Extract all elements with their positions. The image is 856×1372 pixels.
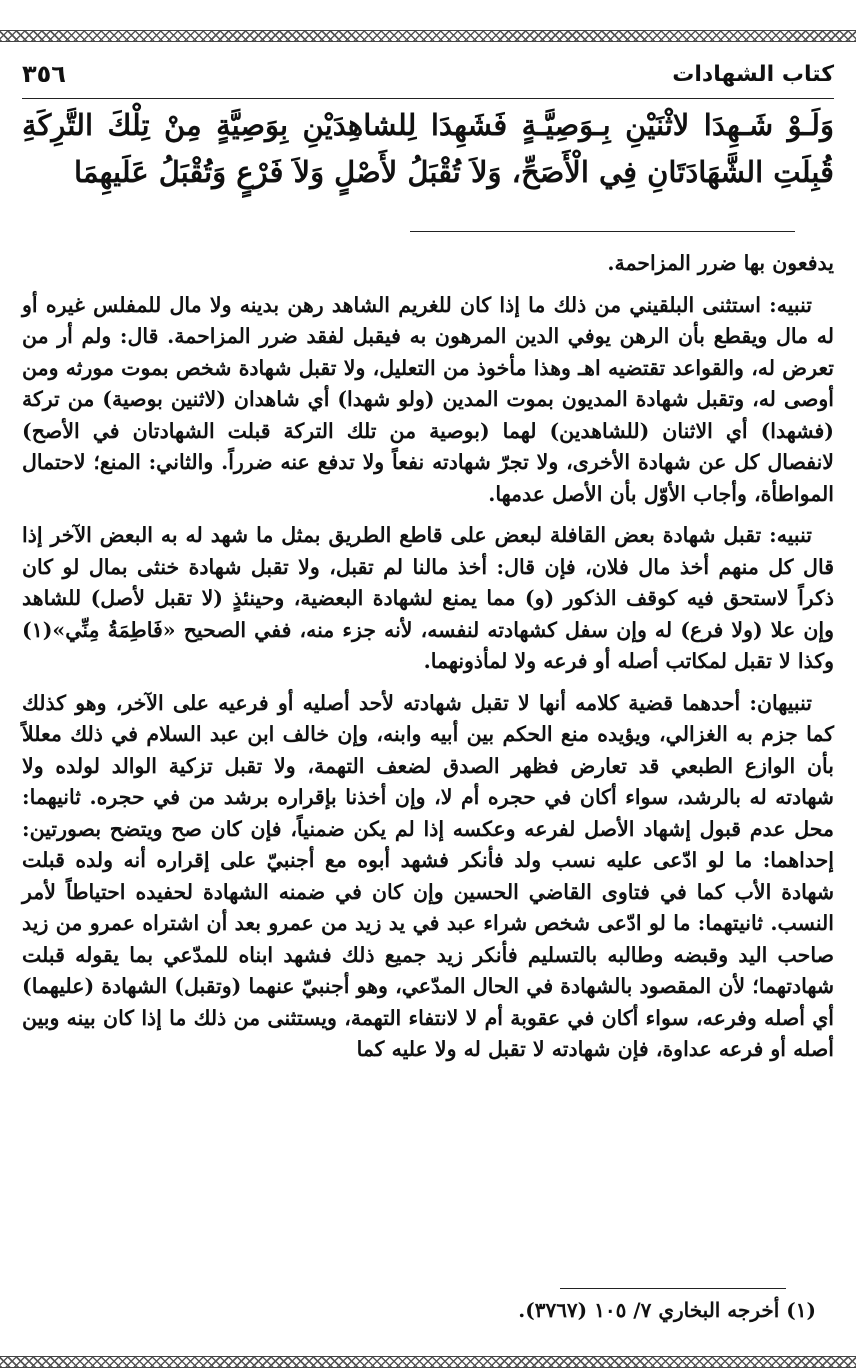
- commentary-body: [22, 248, 834, 1076]
- paragraph: تنبيهان: أحدهما قضية كلامه أنها لا تقبل شهادته لأحد أصليه أو فرعيه على الآخر، وهو كذلك كما جزم به الغزالي، ويؤيده منع الحكم بين أبيه وابنه، وإن خالف ابن عبد السلام في ذلك معللاً بأن الوازع الطبعي قد تعارض فظهر الصدق لضعف التهمة، ولا تقبل تزكية الوالد لولده ولا شهادته له بالرشد، سواء أكان في حجره أم لا، وإن أخذنا بإقراره برشد من في حجره. ثانيهما: محل عدم قبول إشهاد الأصل لفرعه وعكسه إذا لم يكن ضمنياً، فإن كان صح ويتضح بصورتين: إحداهما: ما لو ادّعى عليه نسب ولد فأنكر فشهد أبوه مع أجنبيّ على إقراره أنه ولده قبلت شهادة الأب كما في فتاوى القاضي الحسين وإن كان في ضمنه الشهادة لحفيده احتياطاً لأمر النسب. ثانيتهما: ما لو ادّعى شخص شراء عبد في يد زيد من عمرو بعد أن اشتراه عمرو من زيد صاحب اليد وقبضه وطالبه بالتسليم فأنكر زيد جميع ذلك فشهد ابناه للمدّعي بما يقوله قبلت شهادتهما؛ لأن المقصود بالشهادة في الحال المدّعي، وهو أجنبيّ عنهما (وتقبل) الشهادة (عليهما) أي أصله وفرعه، سواء أكان في عقوبة أم لا لانتفاء التهمة، ويستثنى من ذلك ما إذا كان بينه وبين أصله أو فرعه عداوة، فإن شهادته لا تقبل له ولا عليه كما: [22, 690, 834, 1061]
- decorative-border-bottom: [0, 1356, 856, 1368]
- page-number: ٣٥٦: [22, 60, 66, 88]
- footnote-divider: [560, 1288, 786, 1289]
- paragraph: تنبيه: استثنى البلقيني من ذلك ما إذا كان للغريم الشاهد رهن بدينه ولا مال للمفلس غيره أو له مال ويقطع بأن الرهن يوفي الدين المرهون به فيقبل لفقد ضرر المزاحمة. قال: ولم أر من تعرض له، والقواعد تقتضيه اهـ وهذا مأخوذ من التعليل، ولا تقبل شهادة شخص بموت مورثه ومن أوصى له، وتقبل شهادة المديون بموت المدين (ولو شهدا) أي شاهدان (لاثنين بوصية) من تركة (فشهدا) أي الاثنان (للشاهدين) لهما (بوصية من تلك التركة قبلت الشهادتان في الأصح) لانفصال كل عن شهادة الأخرى، ولا تجرّ شهادته نفعاً ولا تدفع عنه ضرراً. والثاني: المنع؛ لاحتمال المواطأة، وأجاب الأوّل بأن الأصل عدمها.: [22, 292, 834, 506]
- main-text-matn: وَلَـوْ شَـهِدَا لاثْنَيْنِ بِـوَصِيَّـةٍ فَشَهِدَا لِلشاهِدَيْنِ بِوَصِيَّةٍ مِنْ تِلْكَ التَّرِكَةِ قُبِلَتِ الشَّهَادَتَانِ فِي الْأَصَحِّ، وَلاَ تُقْبَلُ لأَصْلٍ وَلاَ فَرْعٍ وَتُقْبَلُ عَلَيهِمَا: [22, 108, 834, 189]
- matn-divider: [410, 231, 795, 232]
- paragraph: تنبيه: تقبل شهادة بعض القافلة لبعض على قاطع الطريق بمثل ما شهد له به البعض الآخر إذا قال كل منهم أخذ مال فلان، فإن قال: أخذ مالنا لم تقبل، ولا تقبل شهادة خنثى بمال لو كان ذكراً لاستحق فيه كوقف الذكور (و) مما يمنع لشهادة البعضية، وحينئذٍ (لا تقبل لأصل) للشاهد وإن علا (ولا فرع) له وإن سفل كشهادته لنفسه، لأنه جزء منه، ففي الصحيح «فَاطِمَةُ مِنِّي»(١) وكذا لا تقبل لمكاتب أصله أو فرعه ولا لمأذونهما.: [22, 523, 834, 673]
- page-header: [22, 50, 834, 99]
- decorative-border-top: [0, 30, 856, 42]
- chapter-title: كتاب الشهادات: [672, 61, 834, 87]
- footnote: (١) أخرجه البخاري ٧/ ١٠٥ (٣٧٦٧).: [518, 1298, 816, 1322]
- paragraph: يدفعون بها ضرر المزاحمة.: [607, 251, 834, 275]
